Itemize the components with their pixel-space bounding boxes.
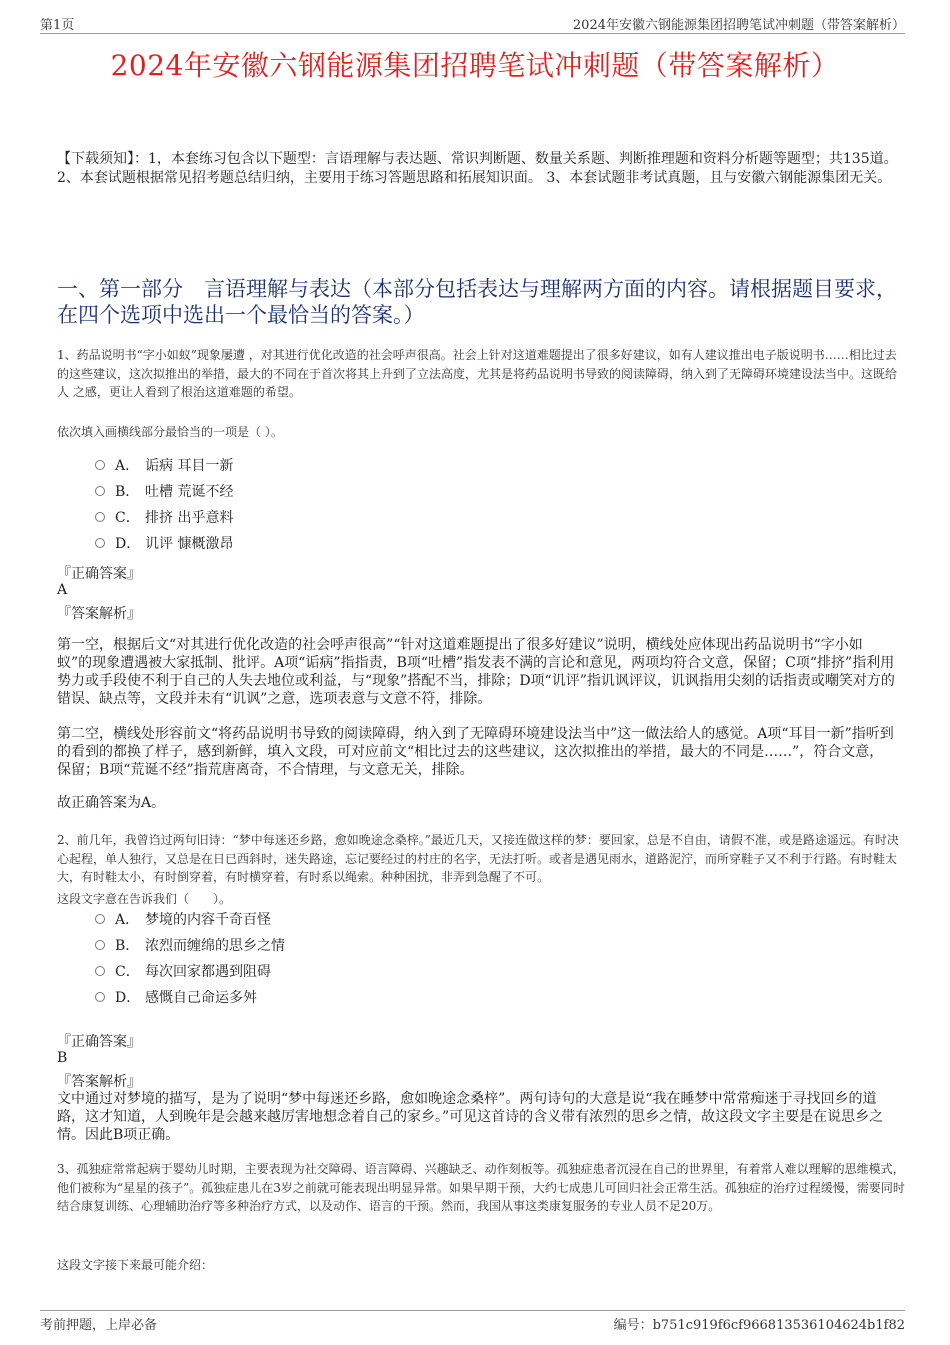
question-3-text: 3、孤独症常常起病于婴幼儿时期，主要表现为社交障碍、语言障碍、兴趣缺乏、动作刻板等。孤独症患者沉浸在自己的世界里，有着常人难以理解的思维模式，他们被称为“星星的孩子”。孤独症患儿在3岁之前就可能表现出明显异常。如果早期干预，大约七成患儿可回归社会正常生活。孤独症的治疗过程缓慢，需要同时结合康复训练、心理辅助治疗等多种治疗方式，以及动作、语言的干预。然而，我国从事这类康复服务的专业人员不足20万。 bbox=[57, 1162, 905, 1213]
radio-icon[interactable] bbox=[95, 512, 105, 522]
q1-option-d[interactable]: D． 讥评 慷概激昂 bbox=[95, 534, 233, 554]
q2-answer: B bbox=[57, 1050, 68, 1066]
section-heading: 一、第一部分 言语理解与表达（本部分包括表达与理解两方面的内容。请根据题目要求，在四个选项中选出一个最恰当的答案。） bbox=[57, 277, 897, 327]
radio-icon[interactable] bbox=[95, 460, 105, 470]
radio-icon[interactable] bbox=[95, 992, 105, 1002]
question-2-text: 2、前几年，我曾诌过两句旧诗：“梦中每迷还乡路，愈如晚途念桑梓。”最近几天，又接连做这样的梦：要回家，总是不自由，请假不准，或是路途遥远。有时决心起程，单人独行，又总是在日已西斜时，迷失路途，忘记要经过的村庄的名字，无法打听。或者是遇见雨水，道路泥泞，而所穿鞋子又不利于行路。有时鞋太大，有时鞋太小，有时倒穿着，有时横穿着，有时系以绳索。种种困扰，非弄到急醒了不可。 bbox=[57, 833, 899, 884]
footer-serial-number: 编号：b751c919f6cf966813536104624b1f82 bbox=[613, 1318, 905, 1333]
question-1-prompt: 依次填入画横线部分最恰当的一项是（ ）。 bbox=[57, 425, 283, 439]
q1-answer-label: 『正确答案』 bbox=[57, 566, 141, 582]
header-doc-title: 2024年安徽六钢能源集团招聘笔试冲刺题（带答案解析） bbox=[572, 18, 905, 33]
footer-divider bbox=[40, 1310, 905, 1311]
radio-icon[interactable] bbox=[95, 538, 105, 548]
question-3-prompt: 这段文字接下来最可能介绍： bbox=[57, 1258, 214, 1272]
radio-icon[interactable] bbox=[95, 914, 105, 924]
q1-analysis-paragraph-1: 第一空，根据后文“对其进行优化改造的社会呼声很高”“针对这道难题提出了很多好建议”说明，横线处应体现出药品说明书“字小如蚁”的现象遭遇被大家抵制、批评。A项“诟病”指指责，B项“吐槽”指发表不满的言论和意见，两项均符合文意，保留；C项“排挤”指利用势力或手段使不利于自己的人失去地位或利益，与“现象”搭配不当，排除；D项“讥评”指讥讽评议，讥讽指用尖刻的话指责或嘲笑对方的错误、缺点等，文段并未有“讥讽”之意，选项表意与文意不符，排除。 bbox=[57, 637, 895, 707]
q1-option-c[interactable]: C． 排挤 出乎意料 bbox=[95, 508, 233, 528]
q1-option-b[interactable]: B． 吐槽 荒诞不经 bbox=[95, 482, 233, 502]
page-title: 2024年安徽六钢能源集团招聘笔试冲刺题（带答案解析） bbox=[110, 49, 840, 82]
radio-icon[interactable] bbox=[95, 940, 105, 950]
question-2-prompt: 这段文字意在告诉我们（ ）。 bbox=[57, 892, 232, 906]
question-1-text: 1、药品说明书“字小如蚁”现象屡遭 ，对其进行优化改造的社会呼声很高。社会上针对这道难题提出了很多好建议，如有人建议推出电子版说明书……相比过去的这些建议，这次拟推出的举措，最大的不同在于首次将其上升到了立法高度，尤其是将药品说明书导致的阅读障碍，纳入到了无障碍环境建设法当中。这既给人 之感，更让人看到了根治这道难题的希望。 bbox=[57, 348, 898, 399]
radio-icon[interactable] bbox=[95, 486, 105, 496]
footer-slogan: 考前押题，上岸必备 bbox=[40, 1318, 158, 1333]
q2-analysis: 文中通过对梦境的描写，是为了说明“梦中每迷还乡路，愈如晚途念桑梓”。两句诗句的大意是说“我在睡梦中常常痴迷于寻找回乡的道路，这才知道，人到晚年是会越来越厉害地想念着自己的家乡。”可见这首诗的含义带有浓烈的思乡之情，故这段文字主要是在说思乡之情。因此B项正确。 bbox=[57, 1091, 884, 1143]
q2-option-b[interactable]: B． 浓烈而缠绵的思乡之情 bbox=[95, 936, 285, 956]
q1-analysis-paragraph-2: 第二空，横线处形容前文“将药品说明书导致的阅读障碍，纳入到了无障碍环境建设法当中”这一做法给人的感觉。A项“耳目一新”指听到的看到的都换了样子，感到新鲜，填入文段，可对应前文“相比过去的这些建议，这次拟推出的举措，最大的不同是……”，符合文意，保留；B项“荒诞不经”指荒唐离奇，不合情理，与文意无关，排除。 bbox=[57, 726, 894, 778]
q2-option-d[interactable]: D． 感慨自己命运多舛 bbox=[95, 988, 257, 1008]
download-notice: 【下载须知】：1，本套练习包含以下题型：言语理解与表达题、常识判断题、数量关系题、判断推理题和资料分析题等题型；共135道。 2、本套试题根据常见招考题总结归纳，主要用于练习答题思路和拓展知识面。 3、本套试题非考试真题，且与安徽六钢能源集团无关。 bbox=[57, 151, 898, 186]
q1-answer: A bbox=[57, 582, 68, 598]
q1-analysis-conclusion: 故正确答案为A。 bbox=[57, 795, 166, 811]
q2-option-a[interactable]: A． 梦境的内容千奇百怪 bbox=[95, 910, 271, 930]
header-divider bbox=[40, 33, 905, 34]
q1-option-a[interactable]: A． 诟病 耳目一新 bbox=[95, 456, 233, 476]
q1-analysis-label: 『答案解析』 bbox=[57, 606, 141, 622]
q2-option-c[interactable]: C． 每次回家都遇到阻碍 bbox=[95, 962, 271, 982]
q2-answer-label: 『正确答案』 bbox=[57, 1034, 141, 1050]
q2-analysis-label: 『答案解析』 bbox=[57, 1074, 141, 1090]
page-number: 第1页 bbox=[40, 18, 75, 33]
radio-icon[interactable] bbox=[95, 966, 105, 976]
